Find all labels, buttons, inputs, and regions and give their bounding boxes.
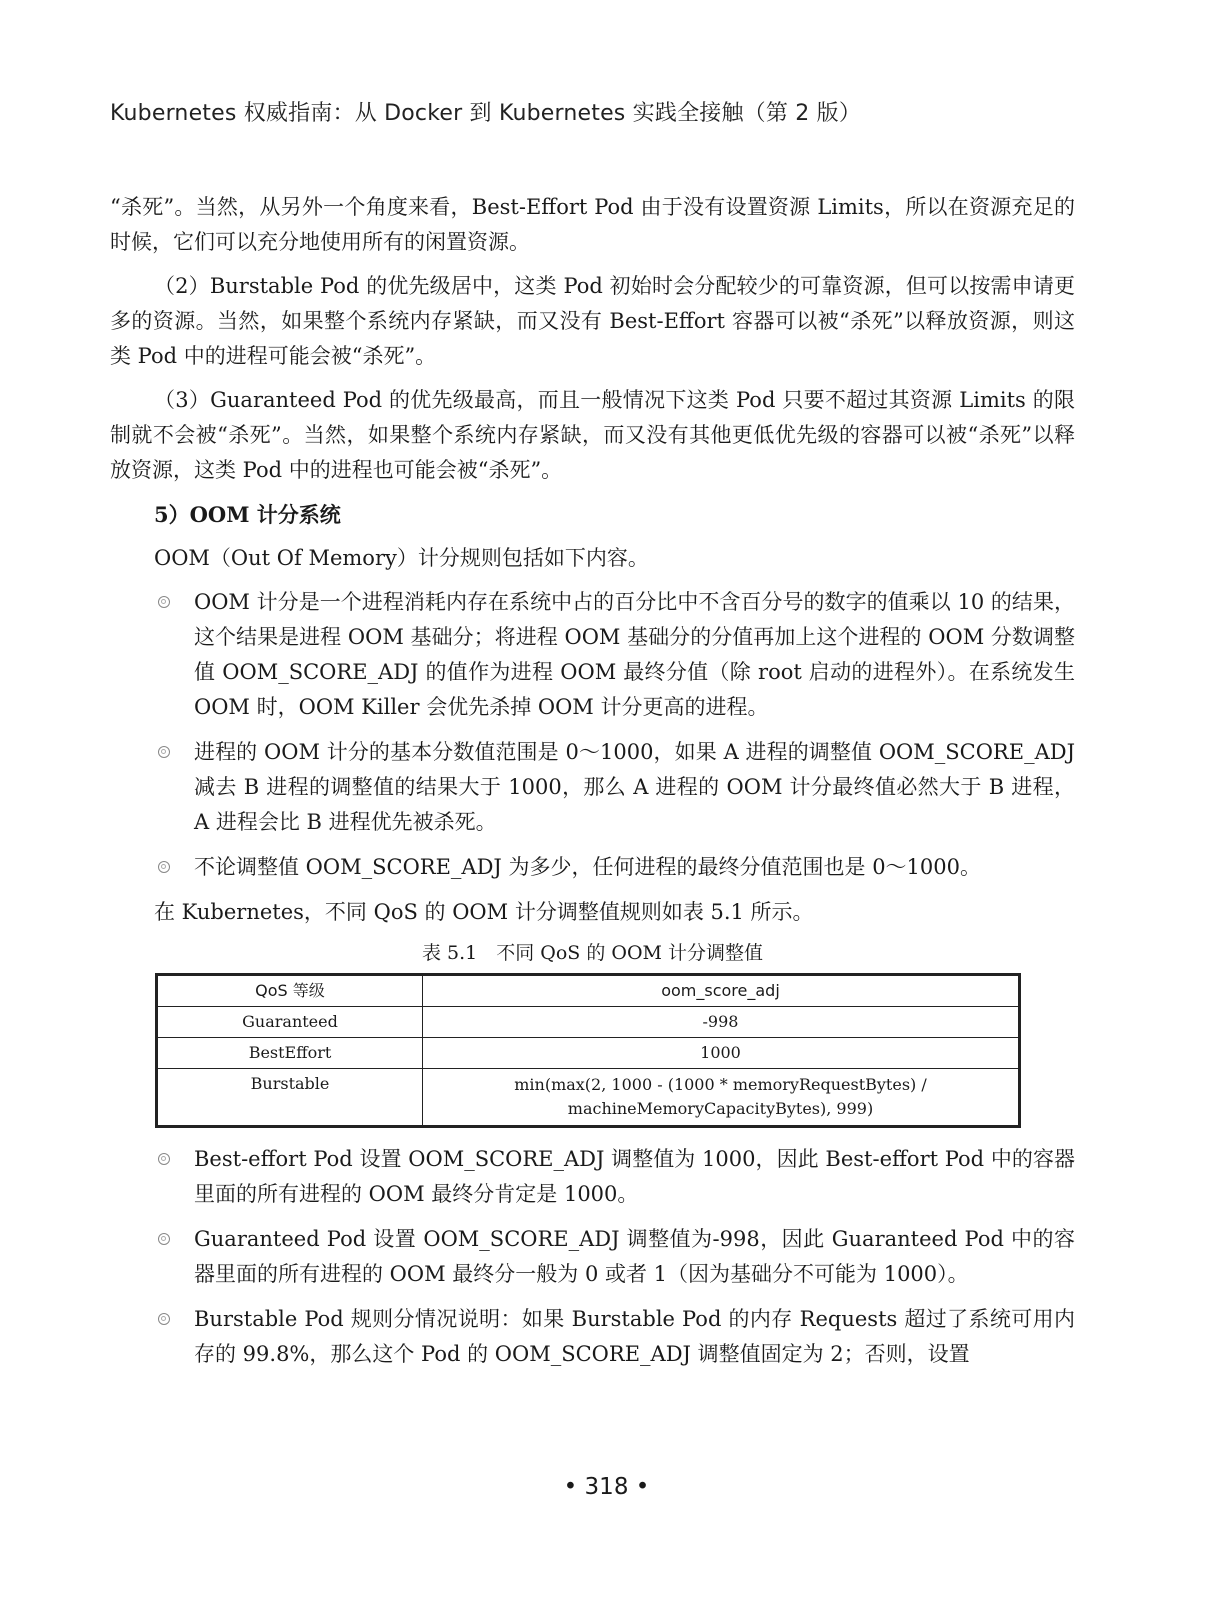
list-item-text: Guaranteed Pod 设置 OOM_SCORE_ADJ 调整值为-998，因此 Guaranteed Pod 中的容器里面的所有进程的 OOM 最终分一般为 0 或者 1（因为基础分不可能为 1000）。 xyxy=(194,1227,1075,1286)
formula-line-1: min(max(2, 1000 - (1000 * memoryRequestBytes) / xyxy=(514,1075,927,1094)
list-item-text: OOM 计分是一个进程消耗内存在系统中占的百分比中不含百分号的数字的值乘以 10 的结果，这个结果是进程 OOM 基础分；将进程 OOM 基础分的分值再加上这个进程的 OOM 分数调整值 OOM_SCORE_ADJ 的值作为进程 OOM 最终分值（除 root 启动的进程外）。在系统发生 OOM 时，OOM Killer 会优先杀掉 OOM 计分更高的进程。 xyxy=(194,590,1075,719)
list-item-text: 进程的 OOM 计分的基本分数值范围是 0～1000，如果 A 进程的调整值 OOM_SCORE_ADJ 减去 B 进程的调整值的结果大于 1000，那么 A 进程的 OOM 计分最终值必然大于 B 进程，A 进程会比 B 进程优先被杀死。 xyxy=(194,740,1075,834)
oom-score-table xyxy=(155,973,1021,1128)
running-header: Kubernetes 权威指南：从 Docker 到 Kubernetes 实践全接触（第 2 版） xyxy=(110,101,862,126)
table-cell: 1000 xyxy=(423,1038,1020,1069)
table-row xyxy=(157,1007,1020,1038)
list-item-text: 不论调整值 OOM_SCORE_ADJ 为多少，任何进程的最终分值范围也是 0～1000。 xyxy=(194,855,981,879)
table-row xyxy=(157,1069,1020,1127)
page-body xyxy=(110,190,1075,1382)
list-item xyxy=(110,1222,1075,1292)
page-number: • 318 • xyxy=(563,1474,650,1500)
formula-line-2: machineMemoryCapacityBytes), 999) xyxy=(567,1099,874,1118)
list-item xyxy=(110,1142,1075,1212)
list-item-text: Best-effort Pod 设置 OOM_SCORE_ADJ 调整值为 1000，因此 Best-effort Pod 中的容器里面的所有进程的 OOM 最终分肯定是 1000。 xyxy=(194,1147,1075,1206)
list-item xyxy=(110,1302,1075,1372)
bullet-icon xyxy=(158,1233,170,1245)
section-intro: OOM（Out Of Memory）计分规则包括如下内容。 xyxy=(154,546,649,570)
paragraph-burstable: （2）Burstable Pod 的优先级居中，这类 Pod 初始时会分配较少的可靠资源，但可以按需申请更多的资源。当然，如果整个系统内存紧缺，而又没有 Best-Effort 容器可以被“杀死”以释放资源，则这类 Pod 中的进程可能会被“杀死”。 xyxy=(110,274,1075,368)
list-item-text: Burstable Pod 规则分情况说明：如果 Burstable Pod 的内存 Requests 超过了系统可用内存的 99.8%，那么这个 Pod 的 OOM_SCORE_ADJ 调整值固定为 2；否则，设置 xyxy=(194,1307,1076,1366)
table-header-row xyxy=(157,975,1020,1007)
table-cell: Burstable xyxy=(157,1069,423,1127)
bullet-icon xyxy=(158,861,170,873)
bullet-icon xyxy=(158,596,170,608)
list-item xyxy=(110,585,1075,725)
table-cell xyxy=(423,1069,1020,1127)
list-item xyxy=(110,735,1075,840)
bullet-icon xyxy=(158,746,170,758)
table-cell: BestEffort xyxy=(157,1038,423,1069)
table-row xyxy=(157,1038,1020,1069)
paragraph-continued: “杀死”。当然，从另外一个角度来看，Best-Effort Pod 由于没有设置资源 Limits，所以在资源充足的时候，它们可以充分地使用所有的闲置资源。 xyxy=(110,195,1075,254)
bullet-icon xyxy=(158,1153,170,1165)
column-header-qos: QoS 等级 xyxy=(157,975,423,1007)
list-item xyxy=(110,850,1075,885)
table-caption: 表 5.1 不同 QoS 的 OOM 计分调整值 xyxy=(421,942,764,964)
bullet-icon xyxy=(158,1313,170,1325)
table-cell: Guaranteed xyxy=(157,1007,423,1038)
table-intro: 在 Kubernetes，不同 QoS 的 OOM 计分调整值规则如表 5.1 所示。 xyxy=(154,900,814,924)
paragraph-guaranteed: （3）Guaranteed Pod 的优先级最高，而且一般情况下这类 Pod 只要不超过其资源 Limits 的限制就不会被“杀死”。当然，如果整个系统内存紧缺，而又没有其他更低优先级的容器可以被“杀死”以释放资源，这类 Pod 中的进程也可能会被“杀死”。 xyxy=(110,388,1075,482)
table-cell: -998 xyxy=(423,1007,1020,1038)
column-header-oom-score-adj: oom_score_adj xyxy=(423,975,1020,1007)
section-heading: 5）OOM 计分系统 xyxy=(154,502,341,527)
